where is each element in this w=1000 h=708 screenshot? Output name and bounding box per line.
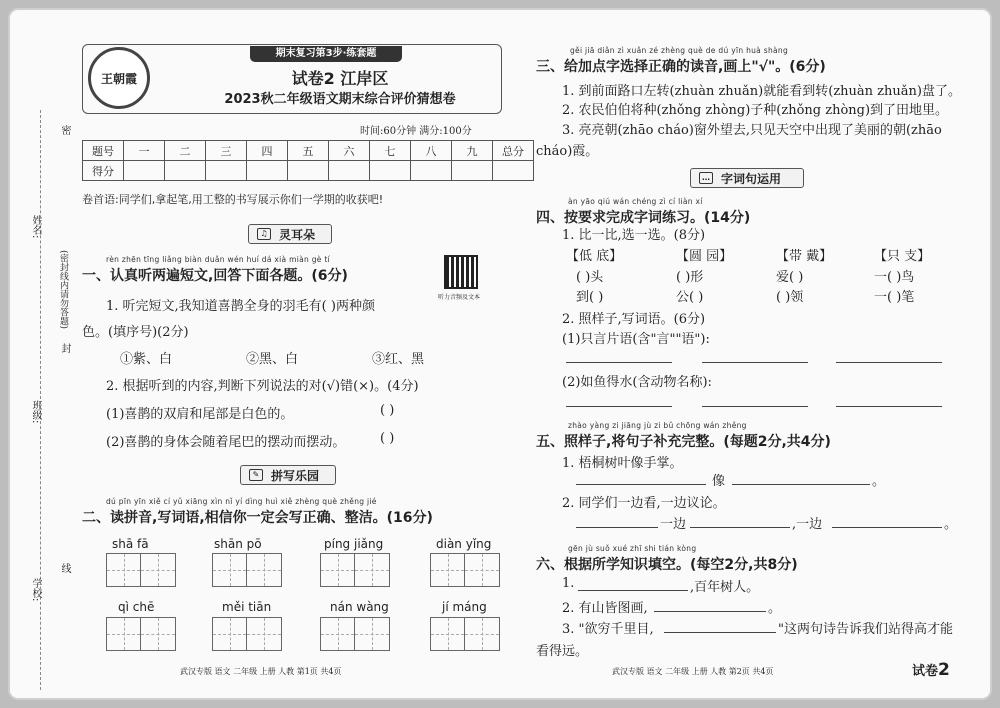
score-input[interactable] [247, 161, 288, 181]
score-table [82, 140, 534, 181]
q6-l3b: "这两句诗告诉我们站得高才能 [778, 622, 953, 637]
section-title: 拼写乐园 [271, 468, 320, 483]
score-head-cell: 四 [247, 141, 288, 161]
q4-blank[interactable]: 一( )笔 [874, 290, 915, 305]
q1-sub1b: 色。(填序号)(2分) [82, 325, 189, 340]
score-input[interactable] [206, 161, 247, 181]
section-header-spelling [240, 465, 336, 485]
q4-prompt2: (2)如鱼得水(含动物名称): [562, 375, 712, 390]
q4-blank[interactable]: ( )领 [776, 290, 804, 305]
q4-blank[interactable]: 一( )鸟 [874, 270, 915, 285]
q6-l1b: ,百年树人。 [690, 580, 760, 595]
qr-code[interactable] [444, 255, 478, 289]
q4-title: 四、按要求完成字词练习。(14分) [536, 210, 751, 226]
score-head-cell: 八 [411, 141, 452, 161]
answer-line[interactable] [566, 406, 672, 407]
paper-subtitle: 2023秋二年级语文期末综合评价猜想卷 [224, 92, 456, 107]
q1-judge1: (1)喜鹊的双肩和尾部是白色的。 [106, 407, 294, 422]
q6-l3a: 3. "欲穷千里目, [562, 622, 654, 637]
footer-left: 武汉专版 语文 二年级 上册 人教 第1页 共4页 [180, 667, 342, 676]
q3-line3b[interactable]: cháo)霞。 [536, 144, 599, 159]
side-school-label: 学校: [30, 578, 41, 602]
time-score: 时间:60分钟 满分:100分 [360, 126, 472, 137]
score-input[interactable] [165, 161, 206, 181]
score-input[interactable] [288, 161, 329, 181]
score-row-label: 得分 [83, 161, 124, 181]
pinyin-word: nán wàng [330, 600, 389, 614]
score-head-cell: 五 [288, 141, 329, 161]
answer-line[interactable] [576, 484, 706, 485]
q4-blank[interactable]: 爱( ) [776, 270, 804, 285]
side-feng: 封 [59, 343, 70, 353]
score-head-cell: 总分 [493, 141, 534, 161]
q3-line2[interactable]: 2. 农民伯伯将种(zhǒng zhòng)子种(zhǒng zhòng)到了田地里。 [562, 103, 949, 118]
score-input[interactable] [124, 161, 165, 181]
preface: 卷首语:同学们,拿起笔,用工整的书写展示你们一学期的收获吧! [82, 193, 384, 206]
writing-grid[interactable] [430, 553, 500, 587]
q4-blank[interactable]: 公( ) [676, 290, 704, 305]
logo-seal [88, 47, 150, 109]
score-head-cell: 九 [452, 141, 493, 161]
writing-grid[interactable] [430, 617, 500, 651]
answer-line[interactable] [664, 632, 776, 633]
writing-grid[interactable] [106, 617, 176, 651]
q1-option[interactable]: ③红、黑 [372, 352, 425, 367]
q4-prompt1: (1)只言片语(含"言""语"): [562, 332, 710, 347]
q1-sub2: 2. 根据听到的内容,判断下列说法的对(√)错(×)。(4分) [106, 379, 419, 394]
section-title: 灵耳朵 [279, 227, 316, 242]
q2-title: 二、读拼音,写词语,相信你一定会写正确、整洁。(16分) [82, 510, 433, 526]
q6-l3c: 看得远。 [536, 644, 589, 659]
side-class-label: 班级: [30, 400, 41, 424]
logo-text: 王朝霞 [100, 71, 137, 86]
answer-line[interactable] [702, 362, 808, 363]
q3-pinyin: gěi jiā diǎn zì xuǎn zé zhèng què de dú yīn huà shàng [570, 46, 789, 55]
q4-blank[interactable]: ( )形 [676, 270, 704, 285]
answer-line[interactable] [836, 406, 942, 407]
score-head-cell: 六 [329, 141, 370, 161]
score-head-cell: 一 [124, 141, 165, 161]
score-head-cell: 七 [370, 141, 411, 161]
pinyin-word: měi tiān [222, 600, 272, 614]
q4-sub1: 1. 比一比,选一选。(8分) [562, 228, 706, 243]
answer-line[interactable] [576, 527, 658, 528]
q1-option[interactable]: ①紫、白 [120, 352, 173, 367]
q1-option[interactable]: ②黑、白 [246, 352, 299, 367]
q4-group: 【圆 园】 [676, 249, 733, 264]
header-banner: 期末复习第3步·练套题 [250, 46, 402, 62]
q5-s2-a: 一边 [660, 517, 687, 532]
score-input[interactable] [493, 161, 534, 181]
side-name-label: 姓名: [30, 215, 41, 239]
q3-line3[interactable]: 3. 亮亮朝(zhāo cháo)窗外望去,只见天空中出现了美丽的朝(zhāo [562, 123, 942, 138]
answer-line[interactable] [654, 611, 766, 612]
q4-pinyin: àn yāo qiú wán chéng zì cí liàn xí [568, 197, 703, 206]
writing-grid[interactable] [212, 553, 282, 587]
writing-grid[interactable] [320, 553, 390, 587]
q6-l2: 2. 有山皆图画, [562, 601, 648, 616]
writing-grid[interactable] [106, 553, 176, 587]
q5-s2: 2. 同学们一边看,一边议论。 [562, 496, 726, 511]
q1-judge2: (2)喜鹊的身体会随着尾巴的摆动而摆动。 [106, 435, 346, 450]
side-mi: 密 [59, 125, 70, 135]
qr-caption: 听力音频及文本 [438, 294, 481, 301]
q6-end: 。 [768, 601, 782, 616]
q3-title: 三、给加点字选择正确的读音,画上"√"。(6分) [536, 59, 826, 75]
answer-line[interactable] [702, 406, 808, 407]
q5-end: 。 [944, 517, 958, 532]
q6-l1a: 1. [562, 576, 575, 591]
q2-pinyin: dú pīn yīn xiě cí yǔ xiāng xìn nǐ yí dìng huì xiě zhèng què zhěng jié [106, 497, 377, 506]
q6-title: 六、根据所学知识填空。(每空2分,共8分) [536, 557, 798, 573]
q1-judge2-answer[interactable]: ( ) [380, 431, 395, 446]
pinyin-word: qì chē [118, 600, 155, 614]
footer-tag [912, 660, 950, 680]
score-header-row [83, 141, 534, 161]
score-input[interactable] [329, 161, 370, 181]
footer-tag-label: 试卷 [912, 664, 939, 679]
pinyin-word: shā fā [112, 537, 149, 551]
q1-pinyin: rèn zhēn tīng liǎng biàn duǎn wén huí dá xià miàn gè tí [106, 255, 331, 264]
score-input[interactable] [370, 161, 411, 181]
score-value-row [83, 161, 534, 181]
score-input[interactable] [452, 161, 493, 181]
answer-line[interactable] [832, 527, 942, 528]
writing-grid[interactable] [212, 617, 282, 651]
q1-sub1: 1. 听完短文,我知道喜鹊全身的羽毛有( )两种颜 [106, 299, 375, 314]
q1-judge1-answer[interactable]: ( ) [380, 403, 395, 418]
q4-group: 【低 底】 [566, 249, 623, 264]
headphone-icon: ♫ [257, 228, 271, 240]
q5-s1: 1. 梧桐树叶像手掌。 [562, 456, 683, 471]
q5-title: 五、照样子,将句子补充完整。(每题2分,共4分) [536, 434, 831, 450]
answer-line[interactable] [690, 527, 790, 528]
q5-s2-b: ,一边 [792, 517, 823, 532]
section-header-words [690, 168, 804, 188]
q1-title: 一、认真听两遍短文,回答下面各题。(6分) [82, 268, 348, 284]
pinyin-word: píng jiǎng [324, 537, 384, 551]
footer-right: 武汉专版 语文 二年级 上册 人教 第2页 共4页 [612, 667, 774, 676]
score-head-cell: 三 [206, 141, 247, 161]
writing-grid[interactable] [320, 617, 390, 651]
pinyin-word: jí máng [442, 600, 487, 614]
q4-group: 【带 戴】 [776, 249, 833, 264]
q3-line1[interactable]: 1. 到前面路口左转(zhuàn zhuǎn)就能看到转(zhuàn zhuǎn)盘了。 [562, 84, 961, 99]
answer-line[interactable] [578, 590, 688, 591]
q4-group: 【只 支】 [874, 249, 931, 264]
answer-line[interactable] [566, 362, 672, 363]
q4-sub2: 2. 照样子,写词语。(6分) [562, 312, 706, 327]
score-head-cell: 题号 [83, 141, 124, 161]
pinyin-word: shān pō [214, 537, 262, 551]
score-input[interactable] [411, 161, 452, 181]
footer-tag-number: 2 [938, 660, 950, 680]
q6-pinyin: gēn jù suǒ xué zhī shi tián kòng [568, 544, 697, 553]
pinyin-word: diàn yǐng [436, 537, 492, 551]
q4-blank[interactable]: 到( ) [576, 290, 604, 305]
q4-blank[interactable]: ( )头 [576, 270, 604, 285]
paper-title: 试卷2 江岸区 [291, 69, 389, 88]
q5-pinyin: zhào yàng zi jiāng jù zi bǔ chōng wán zhěng [568, 421, 747, 430]
q5-s1-word: 像 [712, 474, 726, 489]
side-xian: 线 [59, 563, 70, 573]
section-title: 字词句运用 [721, 171, 782, 186]
answer-line[interactable] [836, 362, 942, 363]
pencil-icon: ✎ [249, 469, 263, 481]
q5-end: 。 [872, 474, 886, 489]
side-seal-note: (密封线内请勿答题) [58, 250, 68, 330]
chat-icon: … [699, 172, 713, 184]
section-header-listening [248, 224, 332, 244]
answer-line[interactable] [732, 484, 870, 485]
score-head-cell: 二 [165, 141, 206, 161]
